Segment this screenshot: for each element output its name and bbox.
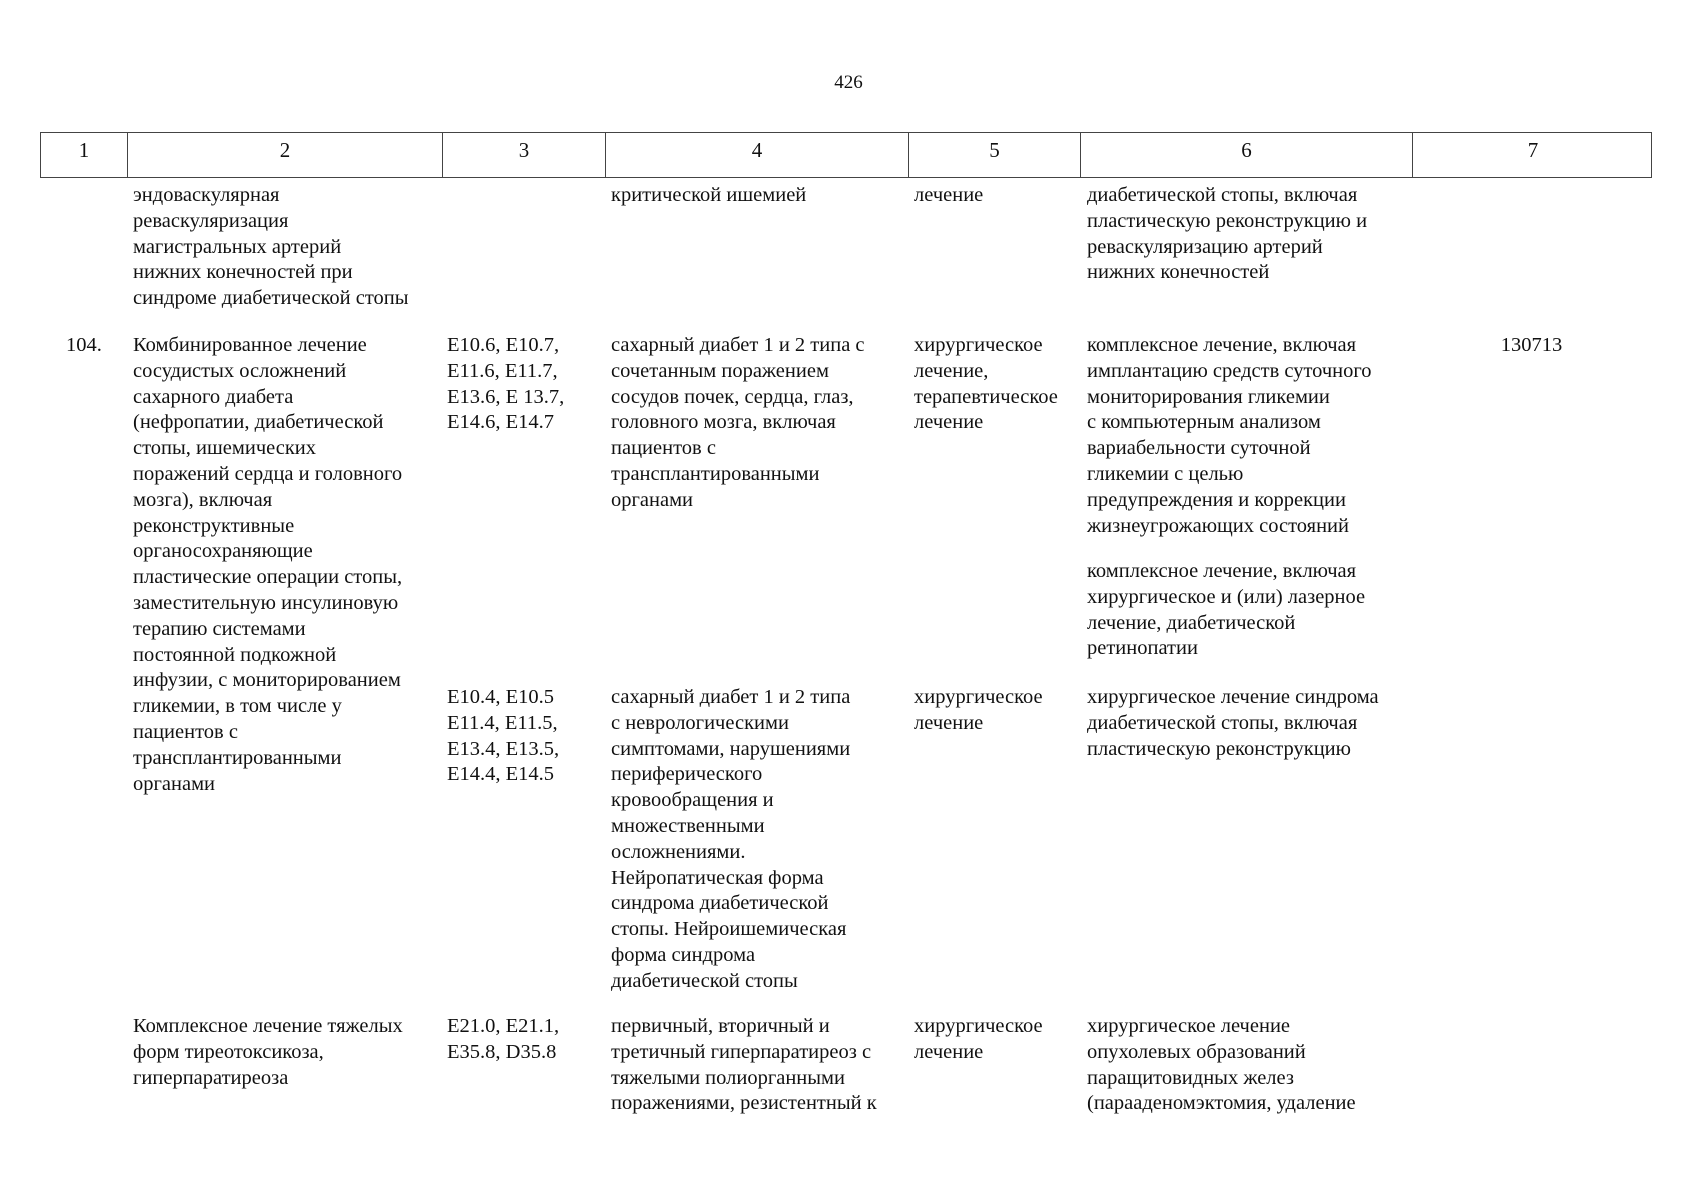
header-col-5: 5: [908, 133, 1080, 177]
header-col-4: 4: [605, 133, 908, 177]
row-method: хирургическое лечение опухолевых образований паращитовидных желез (парааденомэктомия, удаление: [1087, 1015, 1356, 1115]
row-patient-model: первичный, вторичный и третичный гиперпаратиреоз с тяжелыми полиорганными поражениями, резистентный к: [611, 1015, 877, 1115]
continuation-treatment-type: лечение: [914, 184, 984, 206]
row-patient-model: сахарный диабет 1 и 2 типа с неврологическими симптомами, нарушениями периферического кровообращения и множественными осложнениями. Нейропатическая форма синдрома диабетической стопы. Нейроишемическая форма синдрома диабетической стопы: [611, 686, 851, 992]
row-name: Комплексное лечение тяжелых форм тиреотоксикоза, гиперпаратиреоза: [133, 1015, 403, 1089]
row-treatment-type: хирургическое лечение, терапевтическое лечение: [914, 334, 1058, 434]
row-patient-model: сахарный диабет 1 и 2 типа с сочетанным поражением сосудов почек, сердца, глаз, головного мозга, включая пациентов с трансплантированными органами: [611, 334, 865, 511]
row-treatment-type: хирургическое лечение: [914, 1015, 1043, 1063]
row-icd-codes: E21.0, E21.1, E35.8, D35.8: [447, 1015, 560, 1063]
header-col-6: 6: [1080, 133, 1412, 177]
header-col-7: 7: [1412, 133, 1653, 177]
header-col-3: 3: [442, 133, 605, 177]
row-method: хирургическое лечение синдрома диабетической стопы, включая пластическую реконструкцию: [1087, 686, 1379, 760]
row-cost: 130713: [1500, 334, 1563, 356]
row-name: Комбинированное лечение сосудистых осложнений сахарного диабета (нефропатии, диабетической стопы, ишемических поражений сердца и головного мозга), включая реконструктивные органосохраняющие пластические операции стопы, заместительную инсулиновую терапию системами постоянной подкожной инфузии, с мониторированием гликемии, в том числе у пациентов с трансплантированными органами: [133, 334, 403, 795]
row-treatment-type: хирургическое лечение: [914, 686, 1043, 734]
header-col-1: 1: [78, 138, 90, 162]
row-icd-codes: E10.6, E10.7, E11.6, E11.7, E13.6, E 13.7, E14.6, E14.7: [447, 334, 565, 434]
row-method: комплексное лечение, включая хирургическое и (или) лазерное лечение, диабетической ретинопатии: [1087, 560, 1366, 660]
page-number: 426: [834, 72, 863, 93]
continuation-patient-model: критической ишемией: [611, 184, 807, 206]
row-number: 104.: [66, 334, 102, 356]
continuation-method: диабетической стопы, включая пластическую реконструкцию и реваскуляризацию артерий нижних конечностей: [1087, 184, 1368, 284]
row-method: комплексное лечение, включая имплантацию средств суточного мониторирования гликемии с компьютерным анализом вариабельности суточной гликемии с целью предупреждения и коррекции жизнеугрожающих состояний: [1087, 334, 1372, 537]
table-header: [40, 132, 1652, 178]
row-icd-codes: E10.4, E10.5 E11.4, E11.5, E13.4, E13.5, E14.4, E14.5: [447, 686, 560, 786]
continuation-name: эндоваскулярная реваскуляризация магистральных артерий нижних конечностей при синдроме диабетической стопы: [133, 184, 409, 310]
header-col-2: 2: [127, 133, 442, 177]
